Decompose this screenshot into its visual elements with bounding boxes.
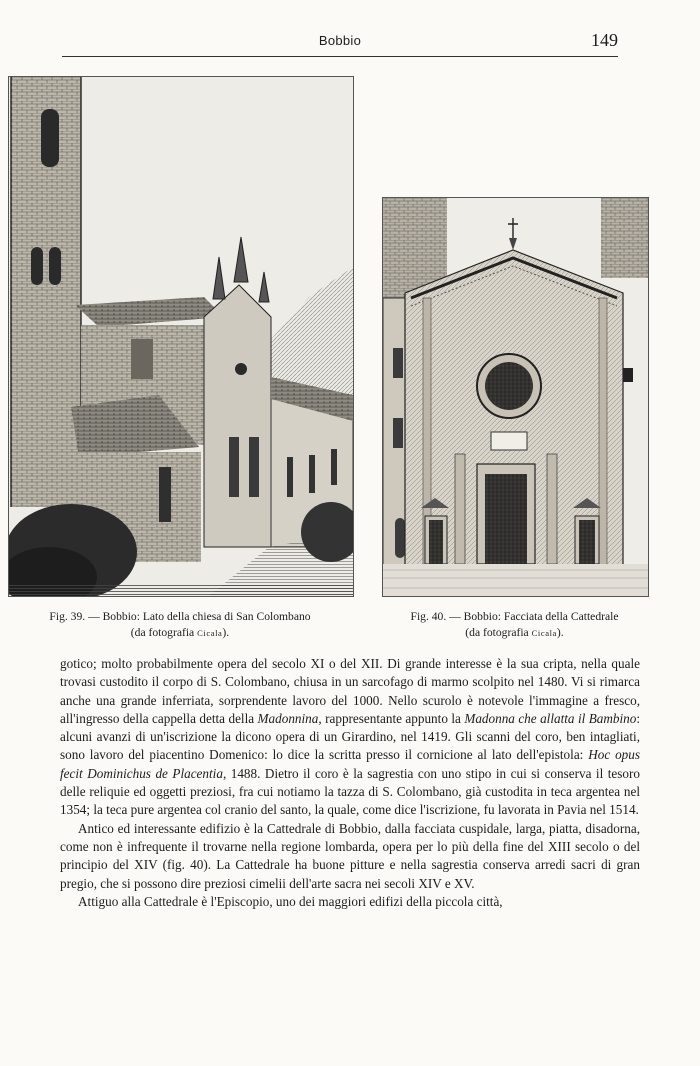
paragraph-1 xyxy=(60,655,640,820)
italic-run: Hoc opus fecit Dominichus de Placentia xyxy=(60,747,640,781)
figure-39-engraving xyxy=(8,76,354,597)
page-header xyxy=(62,30,618,54)
cattedrale-illustration xyxy=(383,198,648,596)
text-run: , 1488. Dietro il coro è la sagrestia con uno stipo in cui si conserva il tesoro delle reliquie ed oggetti preziosi, fra cui notiamo la tazza di S. Colombano, già custodita in teca argentea nel 1354; la teca pure argentea col cranio del santo, la quale, come dice l'iscrizione, fu lavorata in Pavia nel 1514. xyxy=(60,765,640,818)
body-text xyxy=(60,655,640,911)
caption-line: Fig. 39. — Bobbio: Lato della chiesa di San Colombano xyxy=(49,610,311,623)
paragraph-2: Antico ed interessante edifizio è la Cattedrale di Bobbio, dalla facciata cuspidale, larga, piatta, disadorna, come non è infrequente il trovarne nella regione lombarda, opera per lo più della fine del XIII secolo o del principio del XIV (fig. 40). La Cattedrale ha buone pitture e nella sagrestia conserva arredi sacri di gran pregio, che si possono dire preziosi cimelii dell'arte sacra nei secoli XIV e XV. xyxy=(60,820,640,891)
italic-run: Madonna che allatta il Bambino xyxy=(464,710,637,726)
text-run: : alcuni avanzi di un'iscrizione la dicono opera di un Girardino, nel 1419. Gli scanni del coro, ben intagliati, sono lavoro del piacentino Domenico: lo dice la scritta presso il cornicione al lato dell'epistola: xyxy=(60,710,641,763)
caption-line: Fig. 40. — Bobbio: Facciata della Cattedrale xyxy=(410,610,619,623)
caption-credit-line xyxy=(382,625,647,641)
figure-39-caption xyxy=(8,609,352,641)
header-rule xyxy=(62,56,618,57)
page-number: 149 xyxy=(591,30,618,50)
caption-pre: (da fotografia xyxy=(130,626,198,639)
text-run: , rappresentante appunto la xyxy=(318,710,465,726)
paragraph-3: Attiguo alla Cattedrale è l'Episcopio, uno dei maggiori edifizi della piccola città, xyxy=(78,893,503,909)
running-title: Bobbio xyxy=(318,33,362,48)
caption-post: ). xyxy=(556,626,564,639)
photographer-credit: Cicala xyxy=(531,628,557,638)
text-run: gotico; molto probabilmente opera del secolo XI o del XII. Di grande interesse è la sua cripta, nella quale trovasi custodito il corpo di S. Colombano, chiusa in un sarcofago di marmo scolpito nel 1480. Vi si rimarca anche una grande inferriata, sorprendente lavoro del 1000. Nello scurolo è notevole l'immagine a fresco, all'ingresso della cappella detta della xyxy=(60,656,640,726)
figure-40-caption xyxy=(382,609,647,641)
italic-run: Madonnina xyxy=(257,710,319,726)
caption-credit-line xyxy=(8,625,352,641)
photographer-credit: Cicala xyxy=(197,628,223,638)
caption-pre: (da fotografia xyxy=(465,626,532,639)
figure-40-engraving xyxy=(382,197,649,597)
san-colombano-illustration xyxy=(9,77,353,596)
caption-post: ). xyxy=(222,626,230,639)
